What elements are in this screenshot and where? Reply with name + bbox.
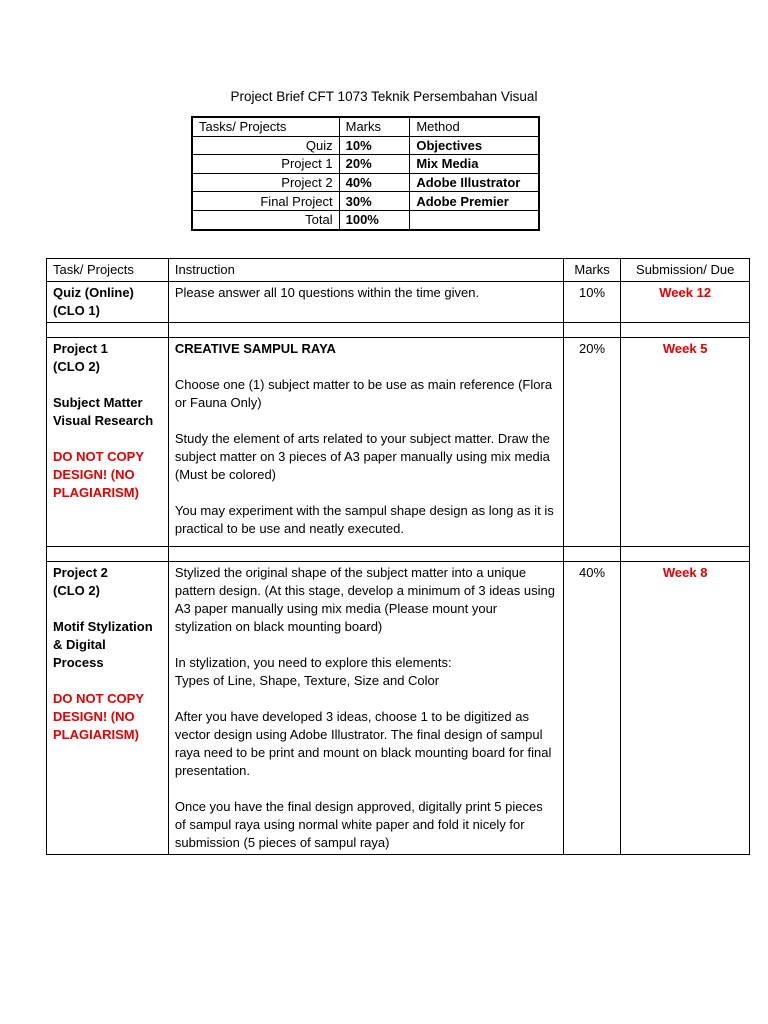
- quiz-row: [47, 282, 750, 323]
- header-marks: Marks: [563, 259, 621, 282]
- project1-para: Choose one (1) subject matter to be use as main reference (Flora or Fauna Only): [174, 377, 553, 410]
- summary-header-task: Tasks/ Projects: [192, 117, 339, 136]
- header-task: Task/ Projects: [47, 259, 169, 282]
- project1-para: Study the element of arts related to your subject matter. Draw the subject matter on 3 pieces of A3 paper manually using mix media (Must be colored): [174, 431, 550, 482]
- project2-marks: 40%: [563, 562, 621, 855]
- project2-para-line: Types of Line, Shape, Texture, Size and Color: [174, 673, 440, 688]
- summary-row: [192, 136, 539, 155]
- quiz-marks: 10%: [563, 282, 621, 323]
- project2-task: [47, 562, 169, 855]
- project1-task: [47, 338, 169, 547]
- project1-task-title: Project 1: [53, 341, 108, 356]
- summary-marks: 20%: [339, 155, 410, 174]
- project2-warning: DO NOT COPY DESIGN! (NO PLAGIARISM): [53, 691, 144, 742]
- project1-instruction: [168, 338, 563, 547]
- summary-header-marks: Marks: [339, 117, 410, 136]
- task-table-header-row: [47, 259, 750, 282]
- summary-task: Total: [192, 210, 339, 229]
- project1-task-sub1: Subject Matter: [53, 395, 143, 410]
- summary-task: Project 2: [192, 173, 339, 192]
- project2-task-clo: (CLO 2): [53, 583, 100, 598]
- project1-heading: CREATIVE SAMPUL RAYA: [174, 341, 336, 356]
- summary-table: [191, 116, 540, 231]
- summary-row: [192, 192, 539, 211]
- project1-para: You may experiment with the sampul shape design as long as it is practical to be use and neatly executed.: [174, 503, 554, 536]
- project1-row: [47, 338, 750, 547]
- project2-row: [47, 562, 750, 855]
- project1-task-sub2: Visual Research: [53, 413, 154, 428]
- summary-header-row: [192, 117, 539, 136]
- quiz-task-clo: (CLO 1): [53, 303, 100, 318]
- project2-task-sub1: Motif Stylization: [53, 619, 153, 634]
- project2-para-line: In stylization, you need to explore this elements:: [174, 655, 452, 670]
- project1-marks: 20%: [563, 338, 621, 547]
- project2-due: Week 8: [621, 562, 750, 855]
- project2-para: Stylized the original shape of the subject matter into a unique pattern design. (At this stage, develop a minimum of 3 ideas using A3 paper manually using mix media (Please mount your stylization on black mounting board): [174, 565, 555, 634]
- project1-task-clo: (CLO 2): [53, 359, 100, 374]
- summary-row: [192, 173, 539, 192]
- quiz-task: [47, 282, 169, 323]
- project1-warning: DO NOT COPY DESIGN! (NO PLAGIARISM): [53, 449, 144, 500]
- project2-task-sub3: Process: [53, 655, 104, 670]
- summary-marks: 100%: [339, 210, 410, 229]
- summary-method: Adobe Premier: [410, 192, 539, 211]
- summary-method: Mix Media: [410, 155, 539, 174]
- summary-header-method: Method: [410, 117, 539, 136]
- summary-marks: 10%: [339, 136, 410, 155]
- task-table: [46, 258, 750, 855]
- project2-task-sub2: & Digital: [53, 637, 106, 652]
- project2-para: Once you have the final design approved, digitally print 5 pieces of sampul raya using normal white paper and fold it nicely for submission (5 pieces of sampul raya): [174, 799, 543, 850]
- project2-instruction: [168, 562, 563, 855]
- header-instruction: Instruction: [168, 259, 563, 282]
- page-title: Project Brief CFT 1073 Teknik Persembahan Visual: [230, 89, 538, 104]
- summary-method: [410, 210, 539, 229]
- summary-marks: 40%: [339, 173, 410, 192]
- project1-due: Week 5: [621, 338, 750, 547]
- project2-para: After you have developed 3 ideas, choose 1 to be digitized as vector design using Adobe Illustrator. The final design of sampul raya need to be print and mount on black mounting board for final presentation.: [174, 709, 552, 778]
- summary-total-row: [192, 210, 539, 229]
- summary-task: Final Project: [192, 192, 339, 211]
- summary-task: Project 1: [192, 155, 339, 174]
- spacer-row: [47, 547, 750, 562]
- project2-task-title: Project 2: [53, 565, 108, 580]
- quiz-instruction: Please answer all 10 questions within the time given.: [168, 282, 563, 323]
- summary-row: [192, 155, 539, 174]
- summary-method: Adobe Illustrator: [410, 173, 539, 192]
- header-due: Submission/ Due: [621, 259, 750, 282]
- spacer-row: [47, 323, 750, 338]
- summary-marks: 30%: [339, 192, 410, 211]
- quiz-due: Week 12: [621, 282, 750, 323]
- summary-task: Quiz: [192, 136, 339, 155]
- project2-para: [175, 654, 557, 690]
- quiz-task-title: Quiz (Online): [53, 285, 134, 300]
- summary-method: Objectives: [410, 136, 539, 155]
